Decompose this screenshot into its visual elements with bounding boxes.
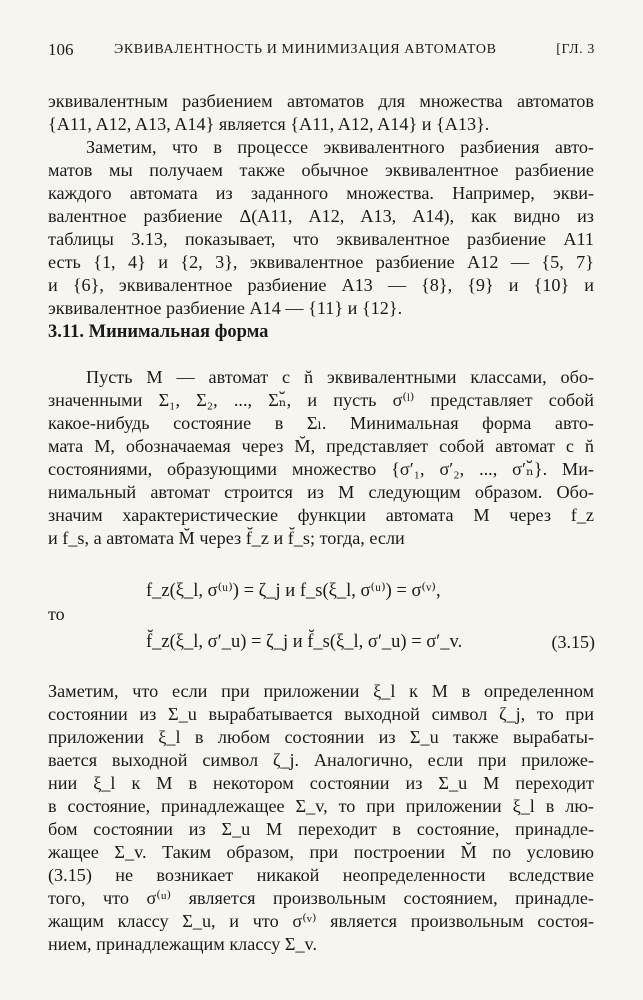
- text-line: нием, принадлежащим классу Σ_v.: [48, 934, 318, 954]
- formula-1: f_z(ξ_l, σ⁽ᵘ⁾) = ζ_j и f_s(ξ_l, σ⁽ᵘ⁾) = σ⁽ᵛ⁾,: [146, 581, 441, 601]
- text-line: Заметим, что в процессе эквивалентного разбиения авто-: [86, 137, 594, 157]
- formula-2: f̆_z(ξ_l, σ′_u) = ζ_j и f̆_s(ξ_l, σ′_u) = σ′_v.: [146, 632, 463, 652]
- text-line: нимальный автомат строится из M следующим образом. Обо-: [48, 482, 594, 502]
- text-line: в состояние, принадлежащее Σ_v, то при приложении ξ_l в лю-: [48, 796, 594, 816]
- paragraph-4: [48, 680, 594, 956]
- text-line: (3.15) не возникает никакой неопределенности вследствие: [48, 865, 594, 885]
- text-line: жащим классу Σ_u, и что σ⁽ᵛ⁾ является произвольным состоя-: [48, 911, 594, 931]
- text-line: значенными Σ₁, Σ₂, ..., Σₙ̆, и пусть σ⁽ˡ⁾ представляет собой: [48, 390, 594, 410]
- text-line: валентное разбиение Δ(A11, A12, A13, A14), как видно из: [48, 206, 594, 226]
- text-line: состоянии из Σ_u вырабатывается выходной символ ζ_j, то при: [48, 704, 594, 724]
- equation-number: (3.15): [551, 632, 595, 652]
- chapter-marker: [ГЛ. 3: [556, 42, 595, 57]
- text-line: вается выходной символ ζ_j. Аналогично, если при приложе-: [48, 750, 594, 770]
- paragraph-3: [48, 366, 594, 550]
- section-title: 3.11. Минимальная форма: [48, 322, 269, 342]
- text-line: того, что σ⁽ᵘ⁾ является произвольным состоянием, принадле-: [48, 888, 594, 908]
- text-line: эквивалентное разбиение A14 — {11} и {12}.: [48, 298, 403, 318]
- text-line: и f_s, а автомата M̆ через f̆_z и f̆_s; тогда, если: [48, 528, 405, 548]
- text-line: эквивалентным разбиением автоматов для множества автоматов: [48, 91, 594, 111]
- paragraph-1: [48, 90, 594, 136]
- text-line: {A11, A12, A13, A14} является {A11, A12, A14} и {A13}.: [48, 114, 490, 134]
- text-line: жащее Σ_v. Таким образом, при построении M̆ по условию: [48, 842, 594, 862]
- text-line: приложении ξ_l в любом состоянии из Σ_u также вырабаты-: [48, 727, 594, 747]
- paragraph-2: [48, 136, 594, 320]
- text-line: состояниями, образующими множество {σ′₁, σ′₂, ..., σ′ₙ̆}. Ми-: [48, 459, 594, 479]
- text-line: Пусть M — автомат с n̆ эквивалентными классами, обо-: [86, 367, 594, 387]
- text-line: нии ξ_l к M в некотором состоянии из Σ_u M переходит: [48, 773, 594, 793]
- running-title: ЭКВИВАЛЕНТНОСТЬ И МИНИМИЗАЦИЯ АВТОМАТОВ: [114, 42, 497, 57]
- text-line: Заметим, что если при приложении ξ_l к M в определенном: [48, 681, 594, 701]
- running-header: [48, 40, 595, 68]
- text-line: бом состоянии из Σ_u M переходит в состояние, принадле-: [48, 819, 594, 839]
- text-line: таблицы 3.13, показывает, что эквивалентное разбиение A11: [48, 229, 594, 249]
- to-word: то: [48, 604, 65, 624]
- page-number: 106: [48, 40, 74, 59]
- text-line: и {6}, эквивалентное разбиение A13 — {8}, {9} и {10} и: [48, 275, 594, 295]
- text-line: есть {1, 4} и {2, 3}, эквивалентное разбиение A12 — {5, 7}: [48, 252, 594, 272]
- text-line: значим характеристические функции автомата M через f_z: [48, 505, 594, 525]
- text-line: какое-нибудь состояние в Σₗ. Минимальная форма авто-: [48, 413, 594, 433]
- text-line: матов мы получаем также обычное эквивалентное разбиение: [48, 160, 594, 180]
- text-line: мата M, обозначаемая через M̆, представляет собой автомат с n̆: [48, 436, 594, 456]
- text-line: каждого автомата из заданного множества. Например, экви-: [48, 183, 594, 203]
